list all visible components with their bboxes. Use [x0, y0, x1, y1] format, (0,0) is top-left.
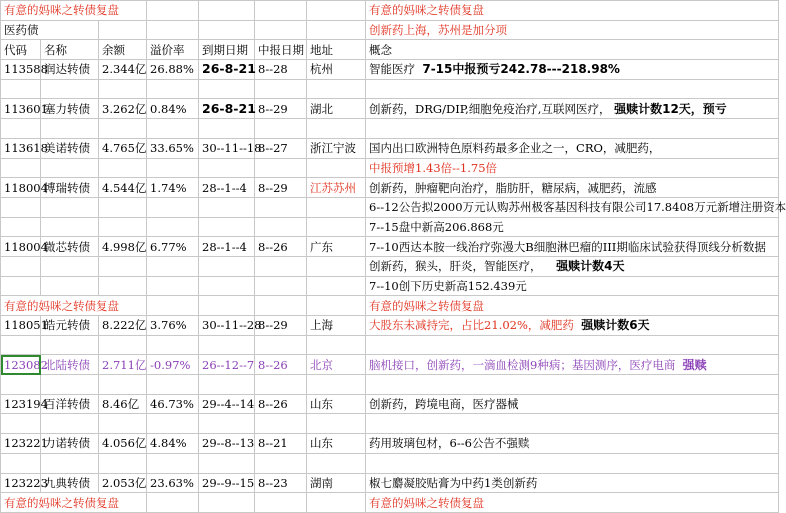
cell-location: 浙江宁波: [307, 138, 366, 158]
spacer-row: [1, 414, 779, 434]
table-row: [1, 434, 779, 454]
cell-premium: 23.63%: [147, 473, 199, 493]
cell-extra: 7--10创下历史新高152.439元: [366, 276, 779, 296]
concept-text: 大股东未减持完，占比21.02%，减肥药: [369, 318, 574, 333]
table-row: [1, 178, 779, 198]
cell-name: 皓元转债: [41, 316, 99, 336]
cell-report: 8--27: [255, 138, 307, 158]
sector-row: [1, 20, 779, 40]
cell-concept: 国内出口欧洲特色原料药最多企业之一，CRO，减肥药，: [366, 138, 779, 158]
table-row: [1, 60, 779, 80]
cell-code: 118004: [1, 178, 41, 198]
cell-premium: 46.73%: [147, 394, 199, 414]
cell-concept: 创新药，跨境电商，医疗器械: [366, 394, 779, 414]
cell-location: 湖南: [307, 473, 366, 493]
cell-extra: [366, 256, 779, 276]
cell-concept: [366, 316, 779, 336]
banner-text: 有意的妈咪之转债复盘: [1, 1, 147, 21]
cell-name: 力诺转债: [41, 434, 99, 454]
cell-maturity: 28--1--4: [199, 178, 255, 198]
cell-premium: 4.84%: [147, 434, 199, 454]
cell-name: 博瑞转债: [41, 178, 99, 198]
sector-label: 医药债: [1, 20, 99, 40]
cell-code: 123223: [1, 473, 41, 493]
spacer-row: [1, 453, 779, 473]
concept-text: 智能医疗: [369, 62, 416, 77]
cell-code: 123082: [1, 355, 41, 375]
header-balance: 余额: [99, 40, 147, 60]
table-row: [1, 316, 779, 336]
cell-maturity: 29--9--15: [199, 473, 255, 493]
header-maturity: 到期日期: [199, 40, 255, 60]
table-row: [1, 99, 779, 119]
cell-concept: [366, 355, 779, 375]
cell-name: 百洋转债: [41, 394, 99, 414]
cell-name: 北陆转债: [41, 355, 99, 375]
cell-location: 湖北: [307, 99, 366, 119]
cell-balance: 4.998亿: [99, 237, 147, 257]
cell-location: 上海: [307, 316, 366, 336]
cell-balance: 4.544亿: [99, 178, 147, 198]
cell-report: 8--29: [255, 316, 307, 336]
cell-balance: 3.262亿: [99, 99, 147, 119]
cell-name: 美诺转债: [41, 138, 99, 158]
cell-name: 塞力转债: [41, 99, 99, 119]
extra-bold-text: 强赎计数4天: [556, 259, 625, 274]
cell-name: 润达转债: [41, 60, 99, 80]
cell-report: 8--26: [255, 355, 307, 375]
cell-location: 山东: [307, 434, 366, 454]
cell-report: 8--29: [255, 178, 307, 198]
cell-report: 8--29: [255, 99, 307, 119]
spacer-row: [1, 375, 779, 395]
cell-maturity: 28--1--4: [199, 237, 255, 257]
cell-premium: -0.97%: [147, 355, 199, 375]
banner-text: 有意的妈咪之转债复盘: [1, 296, 147, 316]
cell-code: 118051: [1, 316, 41, 336]
banner-text-right: 有意的妈咪之转债复盘: [366, 493, 779, 513]
cell-extra: 中报预增1.43倍--1.75倍: [366, 158, 779, 178]
banner-row: [1, 493, 779, 513]
sub-row: [1, 256, 779, 276]
cell-code: 123194: [1, 394, 41, 414]
cell-balance: 4.056亿: [99, 434, 147, 454]
table-row: [1, 473, 779, 493]
header-code: 代码: [1, 40, 41, 60]
cell-name: 微芯转债: [41, 237, 99, 257]
cell-code: 113601: [1, 99, 41, 119]
sector-note: 创新药上海，苏州是加分项: [366, 20, 779, 40]
concept-bold-text: 强赎: [682, 357, 707, 372]
cell-maturity: 30--11--28: [199, 316, 255, 336]
cell-report: 8--28: [255, 60, 307, 80]
banner-row: [1, 1, 779, 21]
cell-balance: 2.344亿: [99, 60, 147, 80]
extra-text: 创新药，猴头，肝炎，智能医疗，: [369, 259, 542, 274]
concept-text: 创新药，DRG/DIP,细胞免疫治疗,互联网医疗，: [369, 101, 611, 116]
cell-report: 8--26: [255, 394, 307, 414]
cell-concept: 创新药，肿瘤靶向治疗，脂肪肝，糖尿病，减肥药，流感: [366, 178, 779, 198]
banner-text-right: 有意的妈咪之转债复盘: [366, 1, 779, 21]
cell-location: 山东: [307, 394, 366, 414]
concept-bold-text: 强赎计数12天，预亏: [614, 101, 727, 116]
table-row: [1, 355, 779, 375]
cell-maturity: 29--4--14: [199, 394, 255, 414]
cell-code: 123221: [1, 434, 41, 454]
cell-location: 北京: [307, 355, 366, 375]
cell-maturity: 26-8-21: [199, 60, 255, 80]
concept-bold-text: 7-15中报预亏242.78---218.98%: [422, 62, 620, 77]
table-row: [1, 138, 779, 158]
cell-code: 113588: [1, 60, 41, 80]
header-row: [1, 40, 779, 60]
header-premium: 溢价率: [147, 40, 199, 60]
cell-balance: 8.222亿: [99, 316, 147, 336]
cell-maturity: 29--8--13: [199, 434, 255, 454]
cell-balance: 2.053亿: [99, 473, 147, 493]
cell-location: 杭州: [307, 60, 366, 80]
cell-location: 江苏苏州: [307, 178, 366, 198]
cell-concept: [366, 99, 779, 119]
cell-balance: 8.46亿: [99, 394, 147, 414]
cell-code: 113618: [1, 138, 41, 158]
concept-bold-text: 强赎计数6天: [581, 318, 650, 333]
sub-row: [1, 276, 779, 296]
cell-concept: 7--10西达本胺一线治疗弥漫大B细胞淋巴瘤的III期临床试验获得顶线分析数据: [366, 237, 779, 257]
cell-extra: 6--12公告拟2000万元认购苏州极客基因科技有限公司17.8408万元新增注册资本: [366, 197, 779, 217]
table-row: [1, 394, 779, 414]
spacer-row: [1, 335, 779, 355]
cell-balance: 2.711亿: [99, 355, 147, 375]
cell-maturity: 30--11--18: [199, 138, 255, 158]
cell-premium: 26.88%: [147, 60, 199, 80]
sub-row: [1, 197, 779, 217]
concept-text: 脑机接口，创新药，一滴血检测9种病；基因测序，医疗电商: [369, 357, 676, 372]
cell-extra: 7--15盘中新高206.868元: [366, 217, 779, 237]
cell-premium: 3.76%: [147, 316, 199, 336]
cell-premium: 33.65%: [147, 138, 199, 158]
sub-row: [1, 158, 779, 178]
header-concept: 概念: [366, 40, 779, 60]
cell-concept: 椒七麝凝胶贴膏为中药1类创新药: [366, 473, 779, 493]
cell-report: 8--21: [255, 434, 307, 454]
banner-text-right: 有意的妈咪之转债复盘: [366, 296, 779, 316]
header-location: 地址: [307, 40, 366, 60]
cell-balance: 4.765亿: [99, 138, 147, 158]
cell-concept: [366, 60, 779, 80]
cell-premium: 0.84%: [147, 99, 199, 119]
cell-name: 九典转债: [41, 473, 99, 493]
header-report: 中报日期: [255, 40, 307, 60]
cell-premium: 1.74%: [147, 178, 199, 198]
cell-code: 118004: [1, 237, 41, 257]
cell-report: 8--26: [255, 237, 307, 257]
cell-concept: 药用玻璃包材，6--6公告不强赎: [366, 434, 779, 454]
cell-report: 8--23: [255, 473, 307, 493]
table-row: [1, 237, 779, 257]
cell-maturity: 26--12--7: [199, 355, 255, 375]
spacer-row: [1, 119, 779, 139]
cell-location: 广东: [307, 237, 366, 257]
sub-row: [1, 217, 779, 237]
header-name: 名称: [41, 40, 99, 60]
banner-text: 有意的妈咪之转债复盘: [1, 493, 147, 513]
cell-premium: 6.77%: [147, 237, 199, 257]
cell-maturity: 26-8-21: [199, 99, 255, 119]
spacer-row: [1, 79, 779, 99]
banner-row: [1, 296, 779, 316]
